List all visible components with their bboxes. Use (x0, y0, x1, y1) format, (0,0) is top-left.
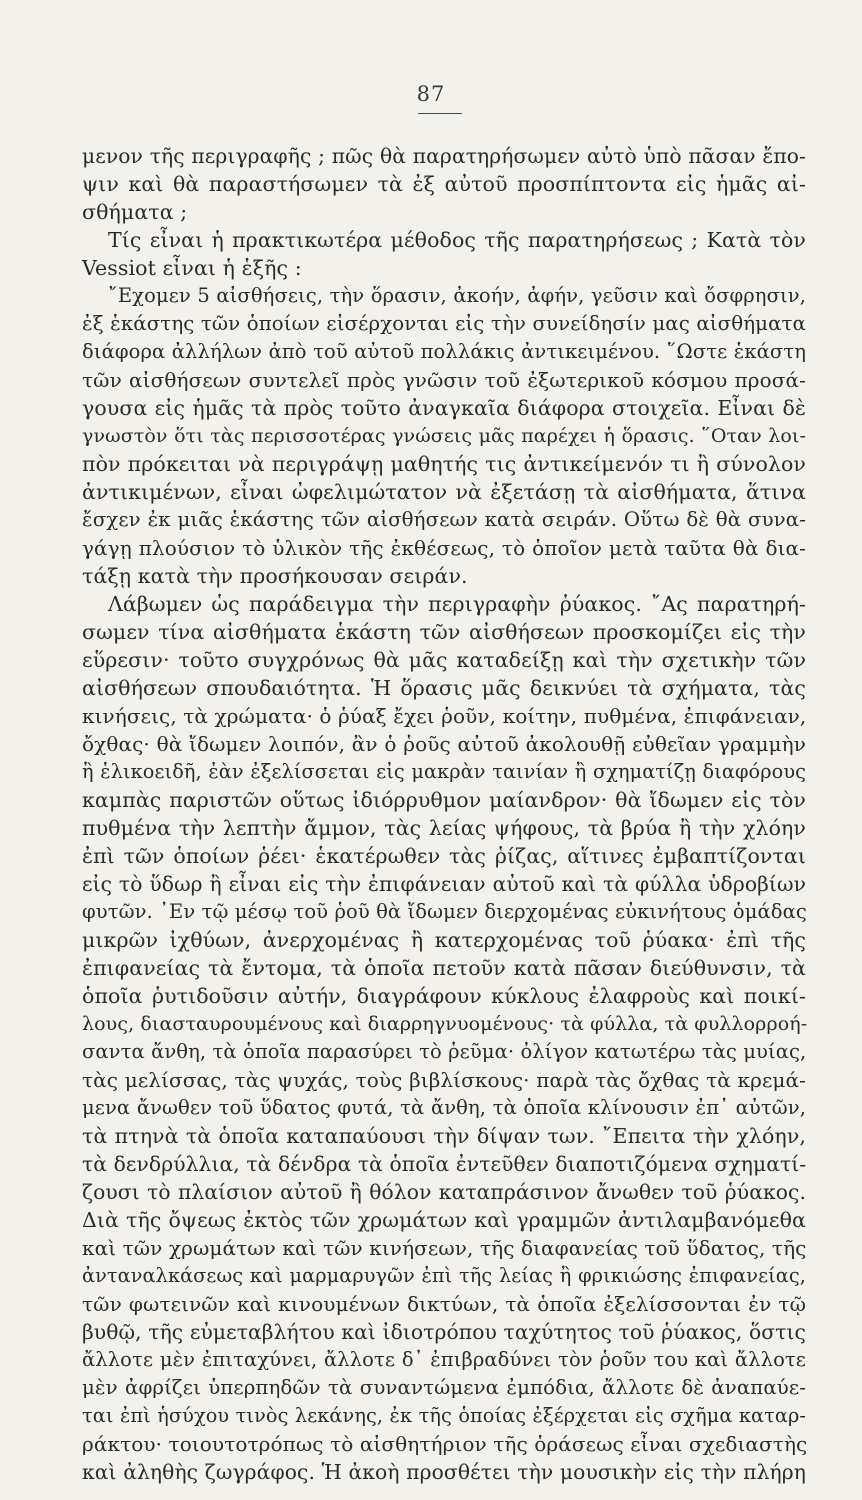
text-line: ὄχθας· θὰ ἴδωμεν λοιπόν, ἂν ὁ ῥοῦς αὐτοῦ ἀκολουθῇ εὐθεῖαν γραμμὴν (82, 732, 806, 756)
text-line: βυθῷ, τῆς εὐμεταβλήτου καὶ ἰδιοτρόπου ταχύτητος τοῦ ῥύακος, ὅστις (82, 1320, 806, 1344)
text-line: ἐπιφανείας τὰ ἔντομα, τὰ ὁποῖα πετοῦν κατὰ πᾶσαν διεύθυνσιν, τὰ (82, 956, 806, 980)
text-line: ὁποῖα ῥυτιδοῦσιν αὐτήν, διαγράφουν κύκλους ἐλαφροὺς καὶ ποικί- (82, 984, 806, 1008)
text-line: λους, διασταυρουμένους καὶ διαρρηγνυομένους· τὰ φύλλα, τὰ φυλλορροή- (82, 1013, 808, 1035)
text-line: γνωστὸν ὅτι τὰς περισσοτέρας γνώσεις μᾶς παρέχει ἡ ὅρασις. ῞Οταν λοι- (82, 425, 806, 447)
text-line: ψιν καὶ θὰ παραστήσωμεν τὰ ἐξ αὐτοῦ προσπίπτοντα εἰς ἡμᾶς αἰ- (82, 172, 806, 196)
text-line: πυθμένα τὴν λεπτὴν ἄμμον, τὰς λείας ψήφους, τὰ βρύα ἢ τὴν χλόην (82, 816, 806, 840)
text-line: σθήματα ; (82, 200, 188, 224)
text-line: μενα ἄνωθεν τοῦ ὕδατος φυτά, τὰ ἄνθη, τὰ ὁποῖα κλίνουσιν ἐπ᾿ αὐτῶν, (82, 1096, 806, 1119)
text-line: τάξῃ κατὰ τὴν προσήκουσαν σειράν. (82, 564, 468, 588)
text-line: ἐξ ἑκάστης τῶν ὁποίων εἰσέρχονται εἰς τὴν συνείδησίν μας αἰσθήματα (82, 312, 806, 335)
text-line: Διὰ τῆς ὄψεως ἐκτὸς τῶν χρωμάτων καὶ γραμμῶν ἀντιλαμβανόμεθα (82, 1208, 806, 1232)
text-line: ἔσχεν ἐκ μιᾶς ἑκάστης τῶν αἰσθήσεων κατὰ σειράν. Οὕτω δὲ θὰ συνα- (82, 508, 806, 531)
text-line: ζουσι τὸ πλαίσιον αὐτοῦ ἢ θόλον καταπράσινον ἄνωθεν τοῦ ῥύακος. (82, 1180, 806, 1204)
text-line: γουσα εἰς ἡμᾶς τὰ πρὸς τοῦτο ἀναγκαῖα διάφορα στοιχεῖα. Εἶναι δὲ (82, 396, 806, 420)
text-line: τὰς μελίσσας, τὰς ψυχάς, τοὺς βιβλίσκους· παρὰ τὰς ὄχθας τὰ κρεμά- (82, 1068, 806, 1092)
text-line: μικρῶν ἰχθύων, ἀνερχομένας ἢ κατερχομένας τοῦ ῥύακα· ἐπὶ τῆς (82, 928, 806, 952)
text-line: ἐπὶ τῶν ὁποίων ῥέει· ἑκατέρωθεν τὰς ῥίζας, αἵτινες ἐμβαπτίζονται (82, 844, 806, 868)
text-line: ῎Εχομεν 5 αἰσθήσεις, τὴν ὅρασιν, ἀκοήν, ἀφήν, γεῦσιν καὶ ὄσφρησιν, (108, 284, 806, 307)
text-line: ἢ ἑλικοειδῆ, ἐὰν ἐξελίσσεται εἰς μακρὰν ταινίαν ἢ σχηματίζῃ διαφόρους (82, 760, 806, 783)
text-line: κινήσεις, τὰ χρώματα· ὁ ῥύαξ ἔχει ῥοῦν, κοίτην, πυθμένα, ἐπιφάνειαν, (82, 704, 807, 728)
text-line: σωμεν τίνα αἰσθήματα ἑκάστη τῶν αἰσθήσεων προσκομίζει εἰς τὴν (82, 620, 806, 644)
text-line: ἄλλοτε μὲν ἐπιταχύνει, ἄλλοτε δ᾿ ἐπιβραδύνει τὸν ῥοῦν του καὶ ἄλλοτε (82, 1348, 806, 1371)
text-line: γάγῃ πλούσιον τὸ ὑλικὸν τῆς ἐκθέσεως, τὸ ὁποῖον μετὰ ταῦτα θὰ δια- (82, 536, 806, 560)
text-line: ἀνταναλκάσεως καὶ μαρμαρυγῶν ἐπὶ τῆς λείας ἢ φρικιώσης ἐπιφανείας, (82, 1264, 806, 1287)
text-line: εἰς τὸ ὕδωρ ἢ εἶναι εἰς τὴν ἐπιφάνειαν αὐτοῦ καὶ τὰ φύλλα ὑδροβίων (82, 872, 806, 896)
text-line: μὲν ἀφρίζει ὑπερπηδῶν τὰ συναντώμενα ἐμπόδια, ἄλλοτε δὲ ἀναπαύε- (82, 1376, 806, 1399)
text-line: τῶν φωτεινῶν καὶ κινουμένων δικτύων, τὰ ὁποῖα ἐξελίσσονται ἐν τῷ (82, 1292, 806, 1316)
text-line: καμπὰς παριστῶν οὕτως ἰδιόρρυθμον μαίανδρον· θὰ ἴδωμεν εἰς τὸν (82, 788, 806, 812)
text-line: εὕρεσιν· τοῦτο συγχρόνως θὰ μᾶς καταδείξῃ καὶ τὴν σχετικὴν τῶν (82, 648, 806, 672)
page-number: 87 (416, 82, 446, 106)
text-line: ἀντικιμένων, εἶναι ὠφελιμώτατον νὰ ἐξετάσῃ τὰ αἰσθήματα, ἅτινα (82, 480, 806, 504)
text-line: τὰ πτηνὰ τὰ ὁποῖα καταπαύουσι τὴν δίψαν των. ῎Επειτα τὴν χλόην, (82, 1124, 806, 1148)
page-number-underline (418, 113, 462, 114)
text-line: μενον τῆς περιγραφῆς ; πῶς θὰ παρατηρήσωμεν αὐτὸ ὑπὸ πᾶσαν ἔπο- (82, 144, 806, 168)
text-line: σαντα ἄνθη, τὰ ὁποῖα παρασύρει τὸ ῥεῦμα· ὀλίγον κατωτέρω τὰς μυίας, (82, 1040, 807, 1063)
text-line: αἰσθήσεων σπουδαιότητα. Ἡ ὅρασις μᾶς δεικνύει τὰ σχήματα, τὰς (82, 676, 806, 700)
text-line: διάφορα ἀλλήλων ἀπὸ τοῦ αὐτοῦ πολλάκις ἀντικειμένου. ῞Ωστε ἑκάστη (82, 340, 806, 363)
text-line: καὶ τῶν χρωμάτων καὶ τῶν κινήσεων, τῆς διαφανείας τοῦ ὕδατος, τῆς (82, 1236, 807, 1260)
text-line: Λάβωμεν ὡς παράδειγμα τὴν περιγραφὴν ῥύακος. ῎Ας παρατηρή- (108, 592, 806, 616)
text-line: ράκτου· τοιουτοτρόπως τὸ αἰσθητήριον τῆς ὁράσεως εἶναι σχεδιαστὴς (82, 1432, 808, 1456)
text-line: Τίς εἶναι ἡ πρακτικωτέρα μέθοδος τῆς παρατηρήσεως ; Κατὰ τὸν (108, 228, 806, 252)
text-line: καὶ ἀληθὴς ζωγράφος. Ἡ ἀκοὴ προσθέτει τὴν μουσικὴν εἰς τὴν πλήρη (82, 1460, 806, 1484)
text-line: Vessiot εἶναι ἡ ἑξῆς : (82, 256, 302, 280)
text-line: ται ἐπὶ ἡσύχου τινὸς λεκάνης, ἐκ τῆς ὁποίας ἐξέρχεται εἰς σχῆμα καταρ- (82, 1404, 806, 1427)
text-line: τῶν αἰσθήσεων συντελεῖ πρὸς γνῶσιν τοῦ ἐξωτερικοῦ κόσμου προσά- (82, 368, 806, 392)
text-line: πὸν πρόκειται νὰ περιγράψῃ μαθητής τις ἀντικείμενόν τι ἢ σύνολον (82, 452, 806, 476)
text-line: φυτῶν. ᾿Εν τῷ μέσῳ τοῦ ῥοῦ θὰ ἴδωμεν διερχομένας εὐκινήτους ὁμάδας (82, 900, 807, 923)
text-line: τὰ δενδρύλλια, τὰ δένδρα τὰ ὁποῖα ἐντεῦθεν διαποτιζόμενα σχηματί- (82, 1152, 807, 1176)
